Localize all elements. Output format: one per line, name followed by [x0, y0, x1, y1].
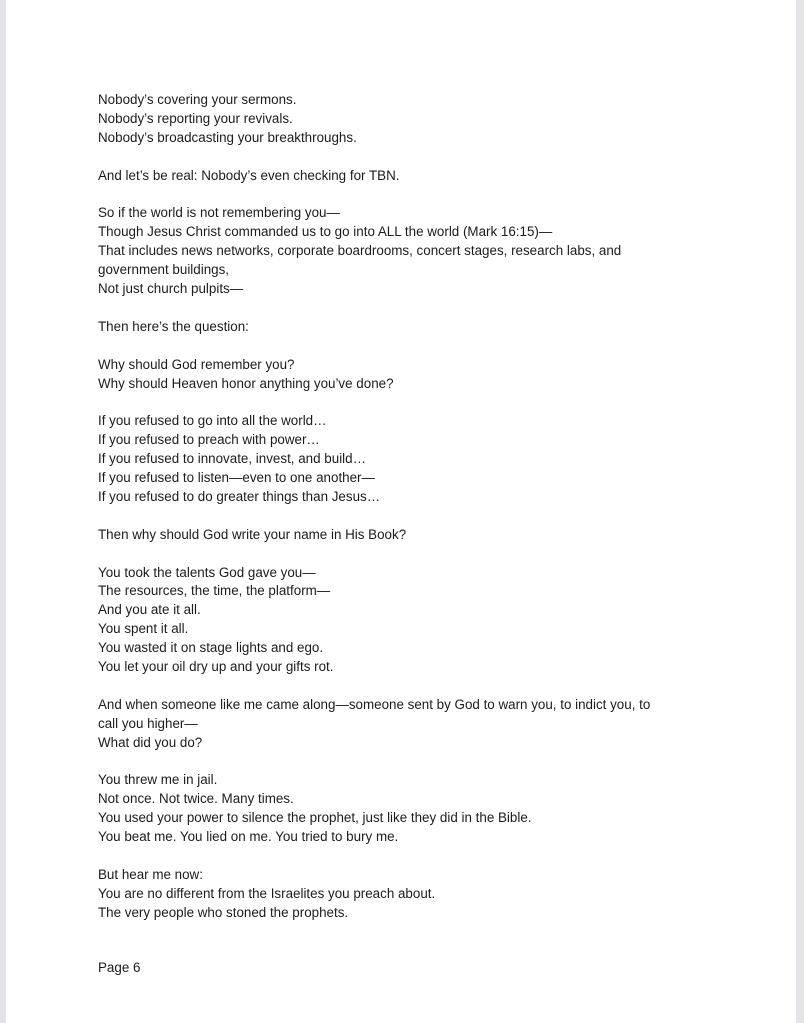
text-line: Why should God remember you?	[98, 356, 295, 372]
text-line: Nobody’s broadcasting your breakthroughs.	[98, 129, 357, 145]
paragraph	[98, 91, 698, 148]
paragraph	[98, 204, 698, 299]
text-line: Not just church pulpits—	[98, 281, 244, 297]
document-body	[98, 91, 698, 942]
text-line: Nobody’s reporting your revivals.	[98, 110, 293, 126]
text-line: What did you do?	[98, 734, 203, 750]
paragraph	[98, 771, 698, 847]
text-line: That includes news networks, corporate boardrooms, concert stages, research labs, and	[98, 243, 622, 259]
text-line: You took the talents God gave you—	[98, 564, 316, 580]
text-line: Then here’s the question:	[98, 318, 249, 334]
text-line: If you refused to listen—even to one another—	[98, 470, 375, 486]
paragraph	[98, 526, 698, 545]
text-line: So if the world is not remembering you—	[98, 205, 340, 221]
text-line: Not once. Not twice. Many times.	[98, 791, 294, 807]
text-line: And when someone like me came along—someone sent by God to warn you, to indict you, to	[98, 696, 651, 712]
text-line: The resources, the time, the platform—	[98, 583, 331, 599]
text-line: And let’s be real: Nobody’s even checking for TBN.	[98, 167, 400, 183]
text-line: You wasted it on stage lights and ego.	[98, 640, 324, 656]
text-line: government buildings,	[98, 262, 230, 278]
text-line: But hear me now:	[98, 867, 203, 882]
text-line: You spent it all.	[98, 621, 189, 637]
text-line: You threw me in jail.	[98, 772, 218, 788]
text-line: You beat me. You lied on me. You tried to bury me.	[98, 829, 399, 845]
paragraph	[98, 356, 698, 394]
paragraph	[98, 412, 698, 507]
text-line: Though Jesus Christ commanded us to go into ALL the world (Mark 16:15)—	[98, 224, 553, 240]
text-line: Nobody’s covering your sermons.	[98, 92, 297, 107]
text-line: call you higher—	[98, 715, 198, 731]
paragraph	[98, 564, 698, 677]
paragraph	[98, 318, 698, 337]
text-line: If you refused to do greater things than Jesus…	[98, 488, 381, 504]
text-line: You let your oil dry up and your gifts rot.	[98, 659, 334, 675]
text-line: You are no different from the Israelites you preach about.	[98, 885, 436, 901]
page-number: Page 6	[98, 960, 141, 975]
text-line: If you refused to innovate, invest, and build…	[98, 451, 366, 467]
text-line: The very people who stoned the prophets.	[98, 904, 349, 920]
text-line: If you refused to preach with power…	[98, 432, 320, 448]
text-line: And you ate it all.	[98, 602, 201, 618]
document-page	[6, 0, 796, 1023]
text-line: Why should Heaven honor anything you’ve done?	[98, 375, 394, 391]
paragraph	[98, 696, 698, 753]
paragraph	[98, 866, 698, 923]
paragraph	[98, 167, 698, 186]
text-line: If you refused to go into all the world…	[98, 413, 327, 429]
text-line: Then why should God write your name in His Book?	[98, 526, 407, 542]
text-line: You used your power to silence the prophet, just like they did in the Bible.	[98, 810, 532, 826]
